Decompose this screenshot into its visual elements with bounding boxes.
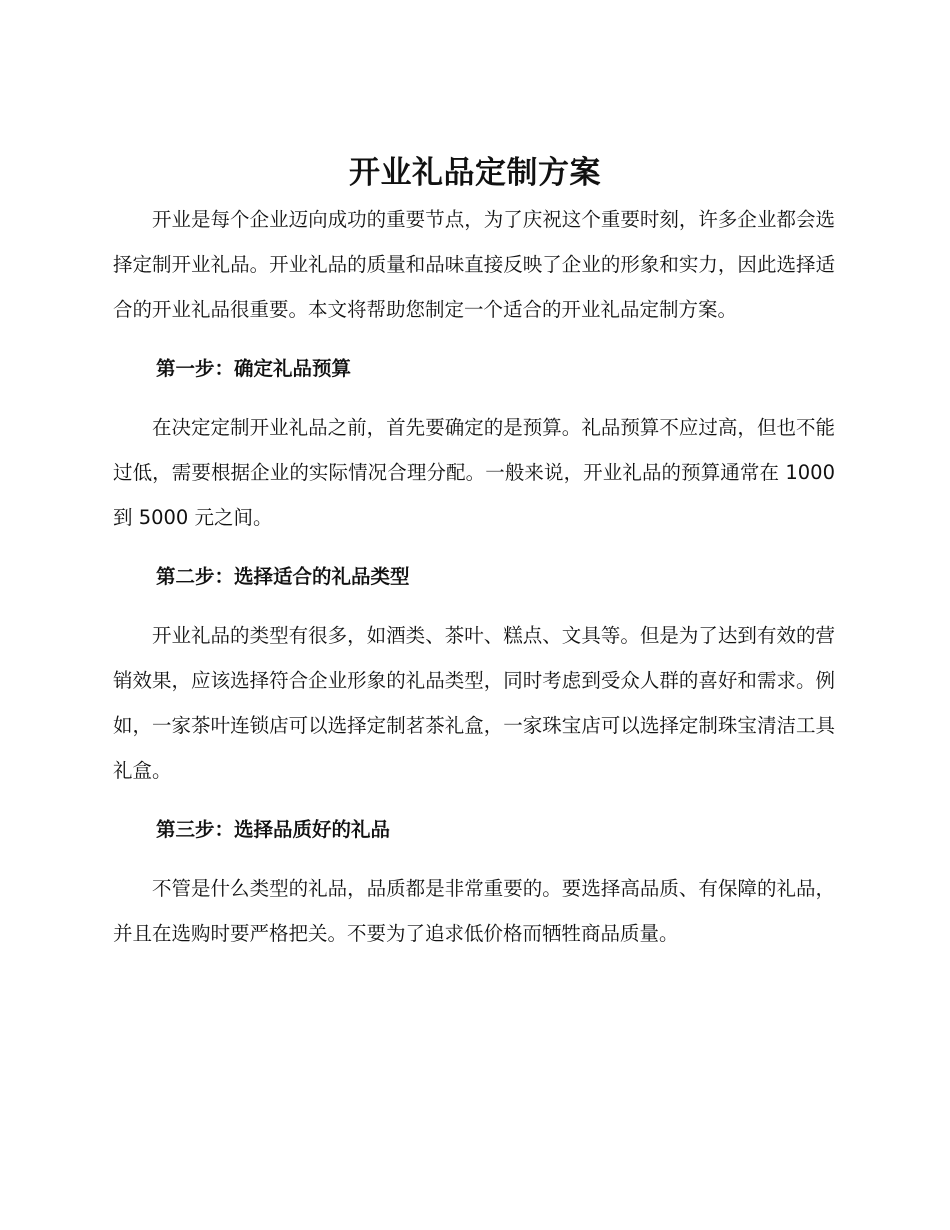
section-body-step-1: 在决定定制开业礼品之前，首先要确定的是预算。礼品预算不应过高，但也不能过低，需要根据企业的实际情况合理分配。一般来说，开业礼品的预算通常在 1000 到 5000 元之间。 <box>113 416 835 529</box>
document-title: 开业礼品定制方案 <box>349 155 601 191</box>
document-body <box>113 197 835 956</box>
section-heading-step-1: 第一步：确定礼品预算 <box>156 357 352 380</box>
section-heading-step-3: 第三步：选择品质好的礼品 <box>156 818 391 841</box>
section-body-step-2: 开业礼品的类型有很多，如酒类、茶叶、糕点、文具等。但是为了达到有效的营销效果，应该选择符合企业形象的礼品类型，同时考虑到受众人群的喜好和需求。例如，一家茶叶连锁店可以选择定制茗茶礼盒，一家珠宝店可以选择定制珠宝清洁工具礼盒。 <box>113 624 835 782</box>
intro-paragraph: 开业是每个企业迈向成功的重要节点，为了庆祝这个重要时刻，许多企业都会选择定制开业礼品。开业礼品的质量和品味直接反映了企业的形象和实力，因此选择适合的开业礼品很重要。本文将帮助您制定一个适合的开业礼品定制方案。 <box>113 208 835 321</box>
section-body-step-3: 不管是什么类型的礼品，品质都是非常重要的。要选择高品质、有保障的礼品，并且在选购时要严格把关。不要为了追求低价格而牺牲商品质量。 <box>113 877 835 945</box>
section-heading-step-2: 第二步：选择适合的礼品类型 <box>156 565 410 588</box>
